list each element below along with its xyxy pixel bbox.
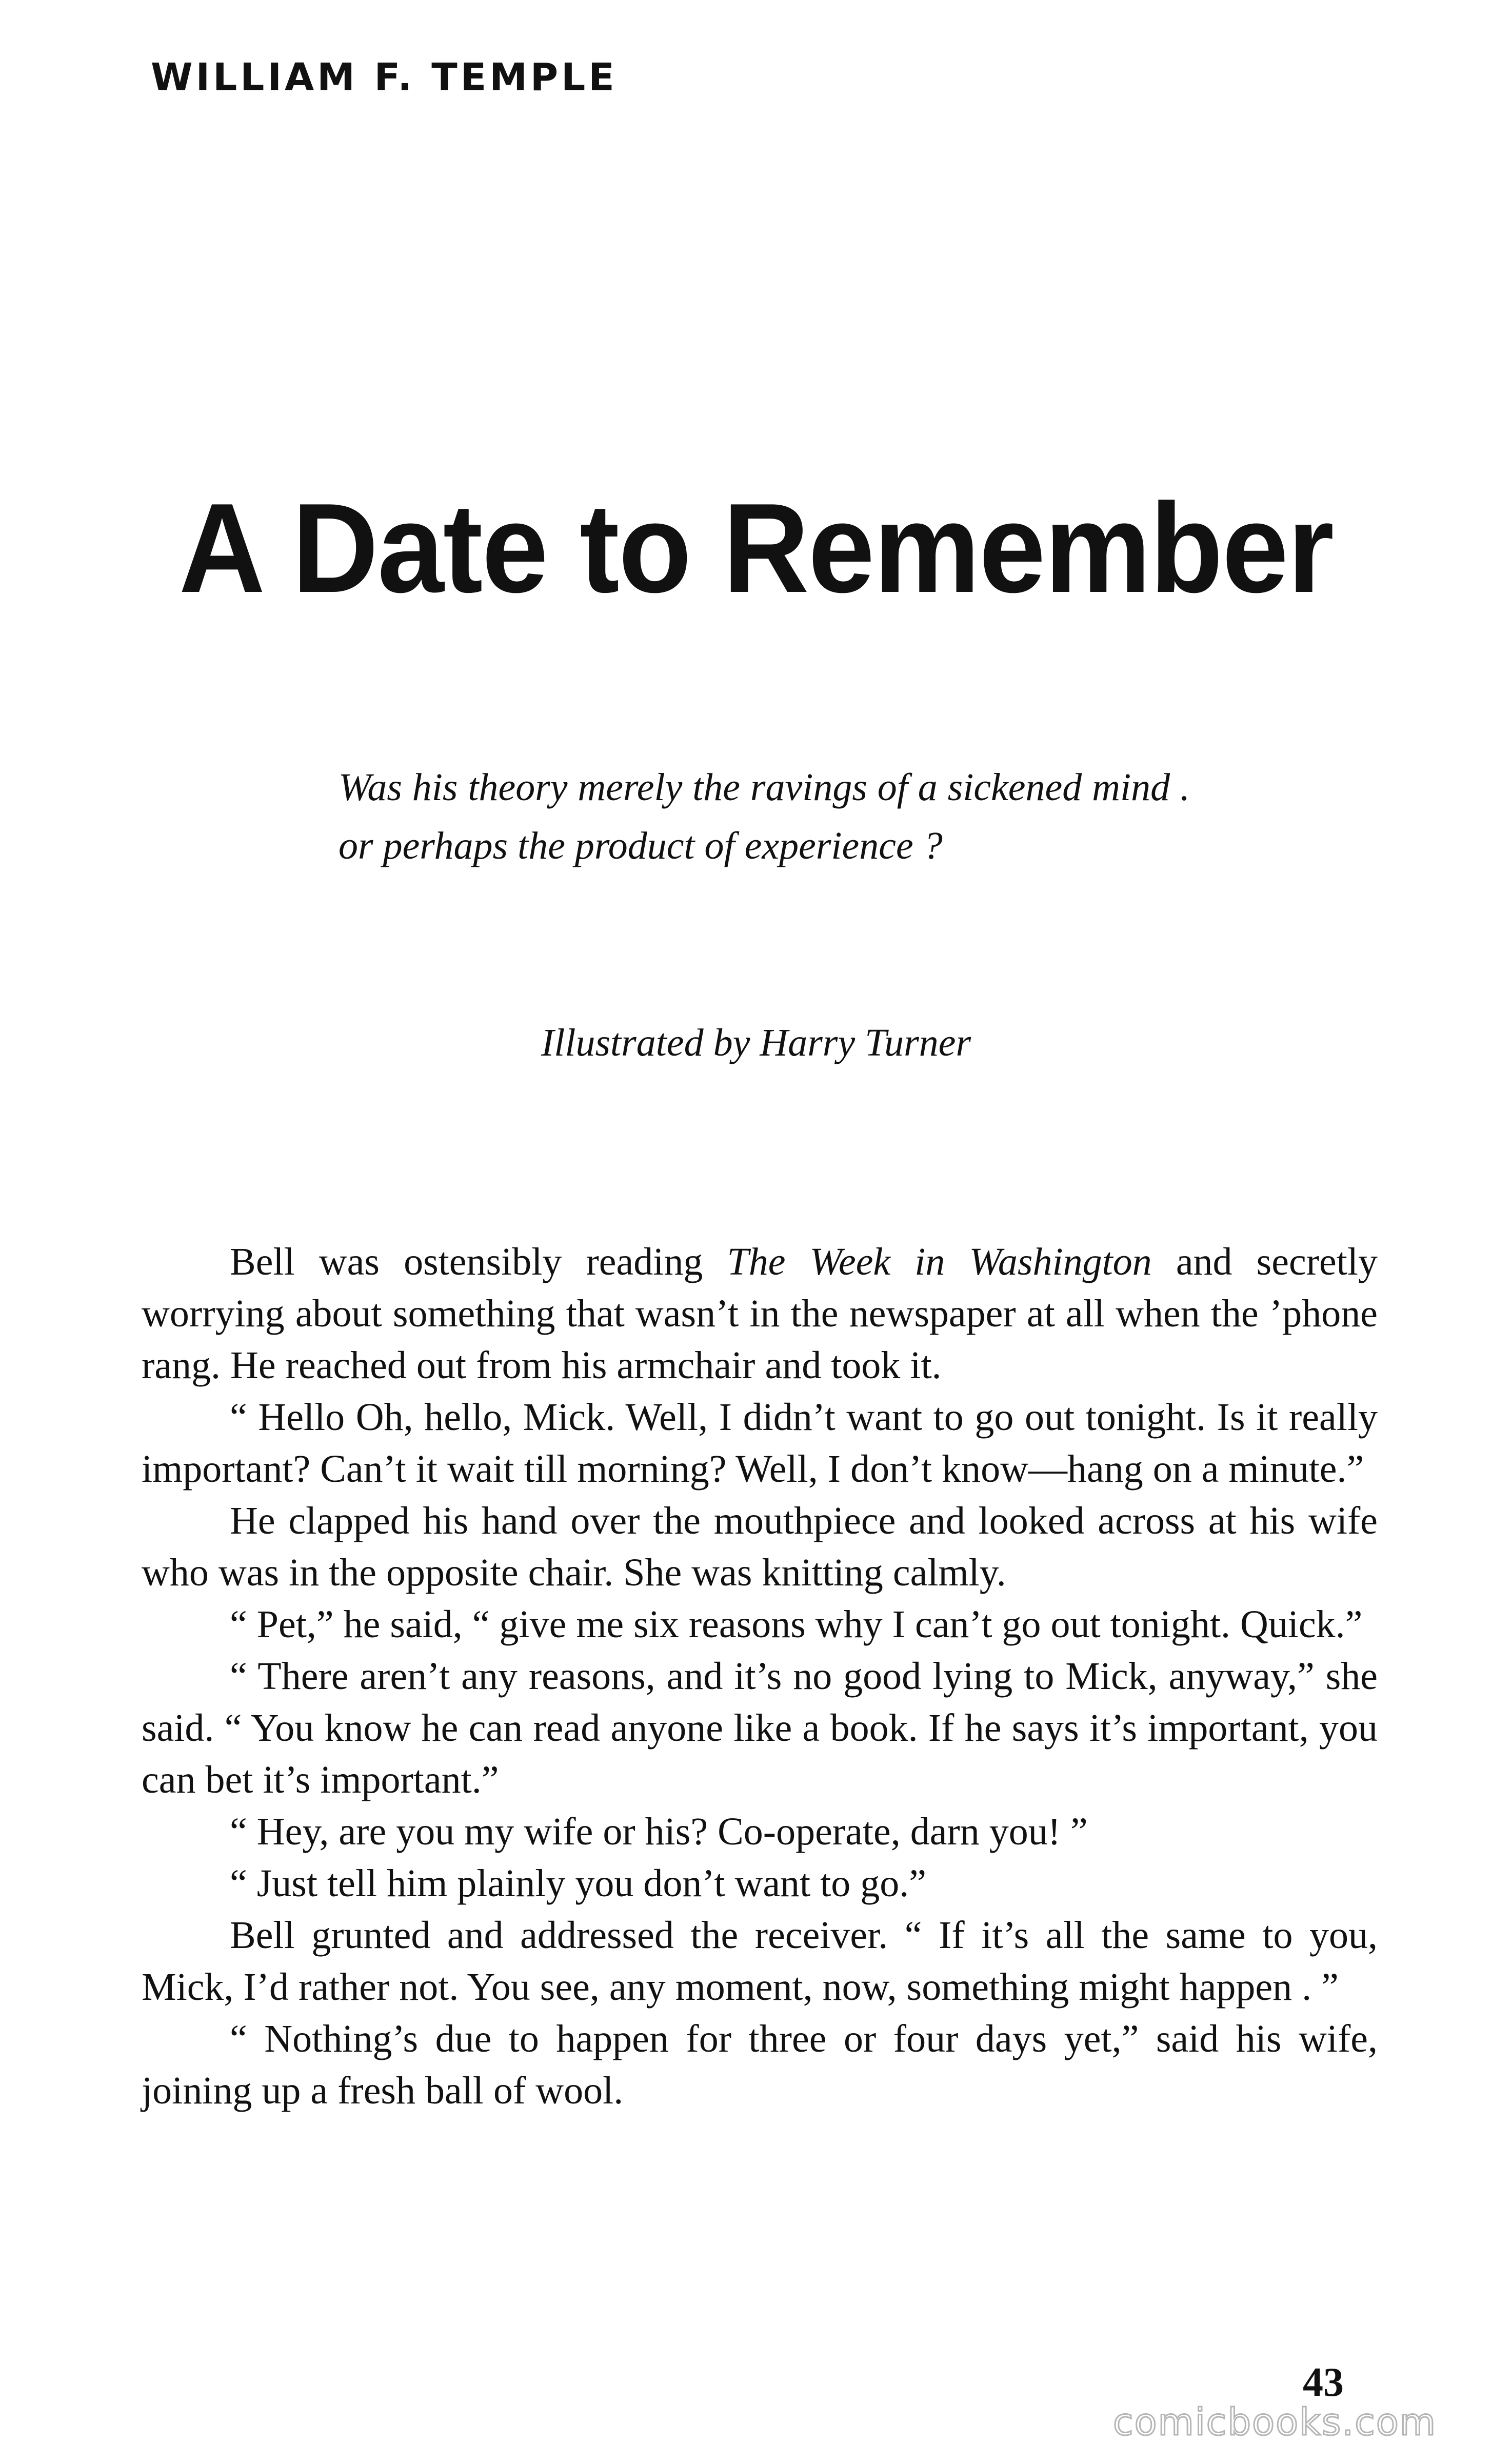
author-name: WILLIAM F. TEMPLE: [151, 55, 618, 100]
illustrator-credit: Illustrated by Harry Turner: [541, 1021, 971, 1064]
newspaper-title: The Week in Washington: [727, 1240, 1152, 1283]
body-paragraph: “ Nothing’s due to happen for three or four days yet,” said his wife, joining up a fresh ball of wool.: [142, 2017, 1378, 2112]
body-paragraph: He clapped his hand over the mouthpiece and looked across at his wife who was in the opposite chair. She was knitting calmly.: [142, 1499, 1378, 1594]
body-paragraph: “ Hey, are you my wife or his? Co-operate, darn you! ”: [230, 1810, 1088, 1853]
body-paragraph: “ Hello Oh, hello, Mick. Well, I didn’t want to go out tonight. Is it really important? Can’t it wait till morning? Well, I don’t know—hang on a minute.”: [142, 1396, 1378, 1491]
page-number: 43: [1303, 2360, 1344, 2405]
story-subtitle: Was his theory merely the ravings of a sickened mind . or perhaps the product of experience ?: [339, 766, 1190, 867]
body-paragraph: “ Pet,” he said, “ give me six reasons why I can’t go out tonight. Quick.”: [230, 1603, 1363, 1646]
story-title: A Date to Remember: [178, 476, 1334, 619]
body-paragraph: Bell grunted and addressed the receiver. “ If it’s all the same to you, Mick, I’d rather not. You see, any moment, now, something might happen . ”: [142, 1914, 1378, 2009]
story-body: [142, 1236, 1378, 2117]
body-paragraph: “ There aren’t any reasons, and it’s no good lying to Mick, anyway,” she said. “ You know he can read anyone like a book. If he says it’s important, you can bet it’s important.”: [142, 1655, 1378, 1801]
site-watermark: comicbooks.com: [1113, 2400, 1437, 2444]
body-paragraph: “ Just tell him plainly you don’t want to go.”: [230, 1862, 927, 1905]
body-paragraph: Bell was ostensibly reading The Week in Washington and secretly worrying about something that wasn’t in the newspaper at all when the ’phone rang. He reached out from his armchair and took it.: [142, 1240, 1378, 1387]
